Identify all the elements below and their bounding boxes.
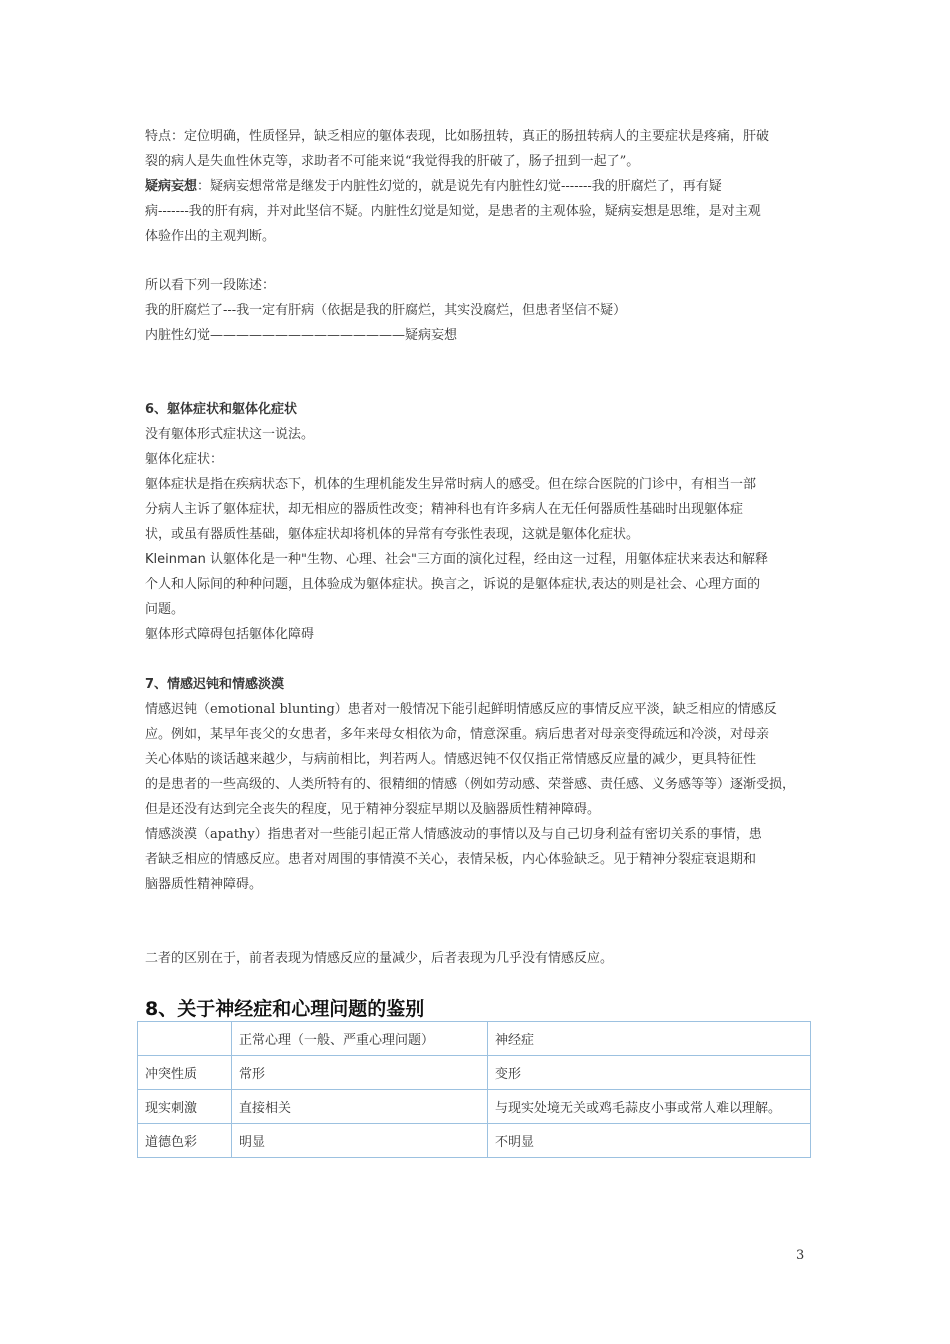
table-row bbox=[138, 1124, 811, 1158]
table-cell: 明显 bbox=[232, 1124, 488, 1158]
table-row bbox=[138, 1056, 811, 1090]
paragraph-line: 情感淡漠（apathy）指患者对一些能引起正常人情感波动的事情以及与自己切身利益有密切关系的事情，患 bbox=[145, 827, 762, 842]
table-row-label: 冲突性质 bbox=[138, 1056, 232, 1090]
comparison-table bbox=[137, 1021, 811, 1158]
paragraph-line: 状，或虽有器质性基础，躯体症状却将机体的异常有夸张性表现，这就是躯体化症状。 bbox=[145, 527, 640, 542]
section-heading-large: 8、关于神经症和心理问题的鉴别 bbox=[145, 998, 425, 1020]
section-heading: 6、躯体症状和躯体化症状 bbox=[145, 402, 298, 417]
paragraph-line: 体验作出的主观判断。 bbox=[145, 229, 276, 244]
paragraph-line: 情感迟钝（emotional blunting）患者对一般情况下能引起鲜明情感反应的事情反应平淡，缺乏相应的情感反 bbox=[145, 702, 777, 717]
table-row-label: 道德色彩 bbox=[138, 1124, 232, 1158]
table-cell: 常形 bbox=[232, 1056, 488, 1090]
table-header-row bbox=[138, 1022, 811, 1056]
table-cell: 与现实处境无关或鸡毛蒜皮小事或常人难以理解。 bbox=[488, 1090, 811, 1124]
table-cell: 变形 bbox=[488, 1056, 811, 1090]
paragraph-line: 病-------我的肝有病，并对此坚信不疑。内脏性幻觉是知觉，是患者的主观体验，疑病妄想是思维，是对主观 bbox=[145, 204, 761, 219]
paragraph-line: 特点：定位明确，性质怪异，缺乏相应的躯体表现，比如肠扭转，真正的肠扭转病人的主要症状是疼痛，肝破 bbox=[145, 129, 770, 144]
paragraph-line: 内脏性幻觉———————————————疑病妄想 bbox=[145, 328, 458, 343]
paragraph-line: 关心体贴的谈话越来越少，与病前相比，判若两人。情感迟钝不仅仅指正常情感反应量的减少，更具特征性 bbox=[145, 752, 757, 767]
paragraph-text: 认躯体化是一种"生物、心理、社会"三方面的演化过程，经由这一过程，用躯体症状来表达和解释 bbox=[205, 552, 768, 567]
paragraph-line: 的是患者的一些高级的、人类所特有的、很精细的情感（例如劳动感、荣誉感、责任感、义务感等等）逐渐受损， bbox=[145, 777, 796, 792]
paragraph-line: 裂的病人是失血性休克等，求助者不可能来说“我觉得我的肝破了，肠子扭到一起了”。 bbox=[145, 154, 640, 169]
paragraph-line: 所以看下列一段陈述： bbox=[145, 278, 276, 293]
table-cell: 直接相关 bbox=[232, 1090, 488, 1124]
term-hypochondria: 疑病妄想 bbox=[145, 179, 198, 194]
table-row bbox=[138, 1090, 811, 1124]
table-header-cell: 正常心理（一般、严重心理问题） bbox=[232, 1022, 488, 1056]
paragraph-line: 脑器质性精神障碍。 bbox=[145, 877, 263, 892]
paragraph-line: 者缺乏相应的情感反应。患者对周围的事情漠不关心，表情呆板，内心体验缺乏。见于精神分裂症衰退期和 bbox=[145, 852, 757, 867]
paragraph-line bbox=[145, 178, 815, 196]
page-number: 3 bbox=[796, 1248, 805, 1263]
table-header-cell: 神经症 bbox=[488, 1022, 811, 1056]
table-cell: 不明显 bbox=[488, 1124, 811, 1158]
table-row-label: 现实刺激 bbox=[138, 1090, 232, 1124]
paragraph-line bbox=[145, 551, 815, 569]
paragraph-line: 但是还没有达到完全丧失的程度，见于精神分裂症早期以及脑器质性精神障碍。 bbox=[145, 802, 601, 817]
paragraph-text: ：疑病妄想常常是继发于内脏性幻觉的，就是说先有内脏性幻觉-------我的肝腐烂了，再有疑 bbox=[197, 179, 722, 194]
paragraph-line: 躯体症状是指在疾病状态下，机体的生理机能发生异常时病人的感受。但在综合医院的门诊中，有相当一部 bbox=[145, 477, 757, 492]
author-name: Kleinman bbox=[145, 552, 206, 567]
paragraph-line: 应。例如，某早年丧父的女患者，多年来母女相依为命，情意深重。病后患者对母亲变得疏远和冷淡，对母亲 bbox=[145, 727, 770, 742]
paragraph-line: 躯体形式障碍包括躯体化障碍 bbox=[145, 627, 315, 642]
table-cell bbox=[138, 1022, 232, 1056]
section-heading: 7、情感迟钝和情感淡漠 bbox=[145, 677, 285, 692]
paragraph-line: 没有躯体形式症状这一说法。 bbox=[145, 427, 315, 442]
paragraph-line: 分病人主诉了躯体症状，却无相应的器质性改变；精神科也有许多病人在无任何器质性基础时出现躯体症 bbox=[145, 502, 744, 517]
paragraph-line: 个人和人际间的种种问题，且体验成为躯体症状。换言之，诉说的是躯体症状,表达的则是社会、心理方面的 bbox=[145, 577, 761, 592]
paragraph-line: 问题。 bbox=[145, 602, 185, 617]
paragraph-line: 二者的区别在于，前者表现为情感反应的量减少，后者表现为几乎没有情感反应。 bbox=[145, 951, 614, 966]
paragraph-line: 躯体化症状： bbox=[145, 452, 224, 467]
paragraph-line: 我的肝腐烂了---我一定有肝病（依据是我的肝腐烂，其实没腐烂，但患者坚信不疑） bbox=[145, 303, 627, 318]
